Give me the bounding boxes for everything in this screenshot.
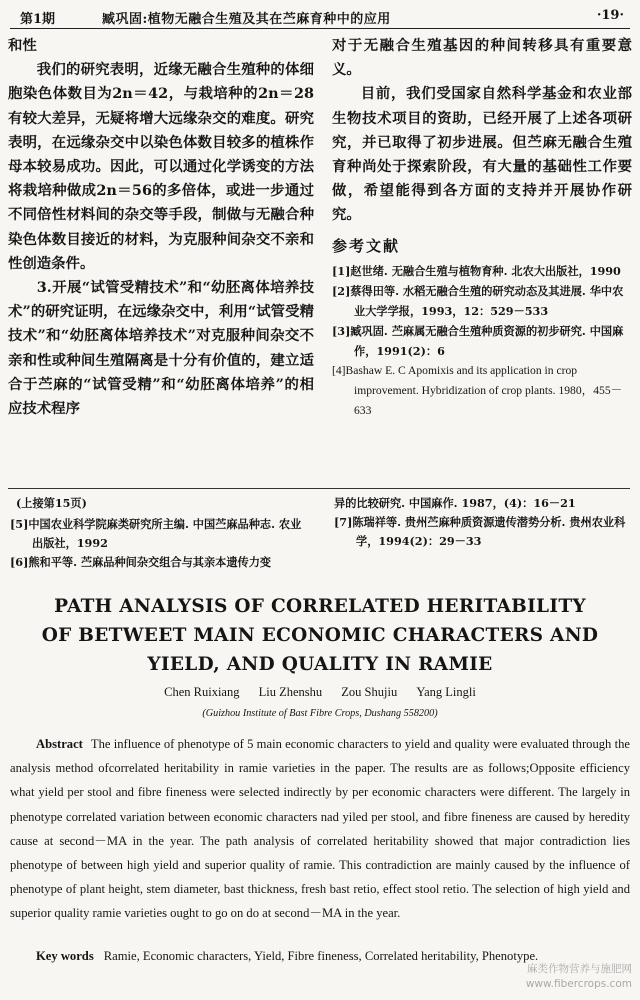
paper-title-line: PATH ANALYSIS OF CORRELATED HERITABILITY — [54, 596, 586, 617]
keywords-text: Ramie, Economic characters, Yield, Fibre fineness, Correlated heritability, Phenotype. — [103, 949, 539, 963]
continued-note: (上接第15页) — [16, 496, 87, 510]
watermark-line: www.fibercrops.com — [525, 978, 632, 990]
continued-references-left — [10, 494, 310, 572]
reference-item: [5]中国农业科学院麻类研究所主编. 中国苎麻品种志. 农业出版社，1992 — [10, 517, 302, 550]
page-number: ·19· — [596, 8, 624, 23]
left-paragraph-3: 3.开展“试管受精技术”和“幼胚离体培养技术”的研究证明，在远缘杂交中，利用“试管受精技术”和“幼胚离体培养技术”对克服种间杂交不亲和性或种间生殖隔离是十分有价值的，建立适合于苎麻的“试管受精”和“幼胚离体培养”的相应技术程序 — [8, 279, 314, 418]
reference-item: [2]蔡得田等. 水稻无融合生殖的研究动态及其进展. 华中农业大学学报，1993，12：529－533 — [332, 283, 624, 318]
abstract — [10, 732, 630, 926]
issue-number: 第1期 — [20, 12, 56, 27]
keywords-label: Key words — [36, 949, 94, 963]
watermark-line: 麻类作物营养与施肥网 — [527, 963, 632, 975]
left-paragraph-2: 我们的研究表明，近缘无融合生殖种的体细胞染色体数目为2n＝42，与栽培种的2n＝28有较大差异，无疑将增大远缘杂交的难度。研究表明，在远缘杂交中以染色体数目较多的植株作母本较易成功。因此，可以通过化学诱变的方法将栽培种做成2n＝56的多倍体，或进一步通过不同倍性材料间的杂交等手段，制做与无融合种染色体数目接近的材料，为克服种间杂交不亲和性创造条件。 — [8, 61, 314, 272]
reference-item: [6]熊和平等. 苎麻品种间杂交组合与其亲本遗传力变 — [10, 555, 272, 569]
site-watermark — [526, 962, 632, 992]
reference-item: [7]陈瑞祥等. 贵州苎麻种质资源遗传潜势分析. 贵州农业科学，1994(2)：29－33 — [334, 515, 626, 548]
abstract-label: Abstract — [36, 737, 83, 751]
reference-item: [1]赵世绪. 无融合生殖与植物育种. 北农大出版社，1990 — [332, 263, 621, 278]
reference-item: 异的比较研究. 中国麻作. 1987，(4)：16－21 — [334, 496, 576, 510]
section-divider — [8, 488, 630, 489]
references-heading: 参考文献 — [332, 236, 401, 255]
author-name: Yang Lingli — [416, 685, 476, 699]
author-list — [0, 685, 640, 700]
right-paragraph-2: 目前，我们受国家自然科学基金和农业部生物技术项目的资助，已经开展了上述各项研究，并已取得了初步进展。但苎麻无融合生殖育种尚处于探索阶段，有大量的基础性工作要做，希望能得到各方面的支持并开展协作研究。 — [332, 85, 632, 224]
left-column — [8, 34, 314, 421]
author-name: Zou Shujiu — [341, 685, 398, 699]
reference-item: [3]臧巩固. 苎麻属无融合生殖种质资源的初步研究. 中国麻作，1991(2)：6 — [332, 323, 624, 358]
paper-title — [0, 592, 640, 679]
paper-title-line: YIELD, AND QUALITY IN RAMIE — [147, 654, 493, 675]
running-title: 臧巩固:植物无融合生殖及其在苎麻育种中的应用 — [102, 12, 391, 27]
continued-references-right — [334, 494, 630, 551]
right-column — [332, 34, 632, 421]
running-header — [10, 6, 630, 29]
left-paragraph-1: 和性 — [8, 37, 37, 54]
right-paragraph-1: 对于无融合生殖基因的种间转移具有重要意义。 — [332, 37, 632, 79]
reference-item: [4]Bashaw E. C Apomixis and its application in crop improvement. Hybridization of crop plants. 1980，455－633 — [332, 363, 623, 417]
paper-title-line: OF BETWEET MAIN ECONOMIC CHARACTERS AND — [41, 625, 599, 646]
abstract-text: The influence of phenotype of 5 main economic characters to yield and quality were evaluated through the analysis method ofcorrelated heritability in ramie varieties in the paper. The results are as follows;Opposite efficiency what yield per stool and fibre fineness were selected indirectly by per economic characters were different. The largely in phenotype correlated variation between economic characters nad yiled per stool, and fibre fineness are caused by heredity cause at second－MA in the year. The path analysis of correlated heritability showed that major contradiction lies phenotype of between high yield and superior quality of ramie. This contradiction are mainly caused by the influence of phenotype of plant height, stem diameter, bast thickness, fresh bast retio, effect stool retio. The selection of high yield and superior quality ramie varieties ought to go on do at second－MA in the year. — [10, 737, 630, 921]
affiliation: (Guizhou Institute of Bast Fibre Crops, Dushang 558200) — [202, 708, 438, 719]
author-name: Liu Zhenshu — [258, 685, 323, 699]
author-name: Chen Ruixiang — [164, 685, 240, 699]
